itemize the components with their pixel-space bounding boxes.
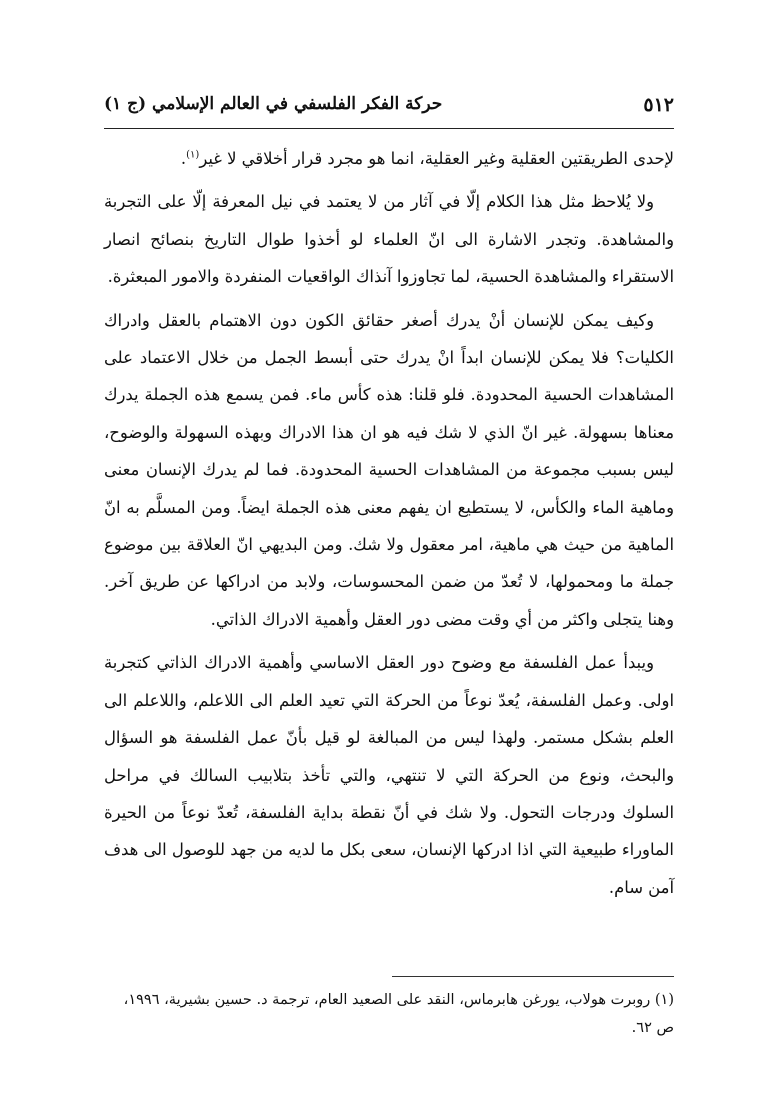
paragraph-1 <box>104 140 674 177</box>
paragraph-3: وكيف يمكن للإنسان أنْ يدرك أصغر حقائق الكون دون الاهتمام بالعقل وادراك الكليات؟ فلا يمكن للإنسان ابداً انْ يدرك حتى أبسط الجمل من خلال الاعتماد على المشاهدات الحسية المحدودة. فلو قلنا: هذه كأس ماء. فمن يسمع هذه الجملة يدرك معناها بسهولة. غير انّ الذي لا شك فيه هو ان هذا الادراك وبهذه السهولة والوضوح، ليس بسبب مجموعة من المشاهدات الحسية المحدودة. فما لم يدرك الإنسان معنى وماهية الماء والكأس، لا يستطيع ان يفهم معنى هذه الجملة ايضاً. ومن المسلَّم به انّ الماهية من حيث هي ماهية، امر معقول ولا شك. ومن البديهي انّ العلاقة بين موضوع جملة ما ومحمولها، لا تُعدّ من ضمن المحسوسات، ولابد من ادراكها عن طريق آخر. وهنا يتجلى واكثر من أي وقت مضى دور العقل وأهمية الادراك الذاتي. <box>104 310 674 629</box>
footnote-line-1: (١) روبرت هولاب، يورغن هابرماس، النقد على الصعيد العام، ترجمة د. حسين بشيرية، ١٩٩٦، <box>123 992 674 1008</box>
header-rule <box>104 128 674 129</box>
paragraph-4: ويبدأ عمل الفلسفة مع وضوح دور العقل الاساسي وأهمية الادراك الذاتي كتجربة اولى. وعمل الفلسفة، يُعدّ نوعاً من الحركة التي تعيد العلم الى اللاعلم، واللاعلم الى العلم بشكل مستمر. ولهذا ليس من المبالغة لو قيل بأنّ عمل الفلسفة هو السؤال والبحث، ونوع من الحركة التي لا تنتهي، والتي تأخذ بتلابيب السالك في مراحل السلوك ودرجات التحول. ولا شك في أنّ نقطة بداية الفلسفة، تُعدّ نوعاً من الحيرة الماوراء طبيعية التي اذا ادركها الإنسان، سعى بكل ما لديه من جهد للوصول الى هدف آمن سام. <box>104 653 674 897</box>
paragraph-1-text: لإحدى الطريقتين العقلية وغير العقلية، انما هو مجرد قرار أخلاقي لا غير <box>199 149 674 168</box>
main-text <box>104 140 674 906</box>
paragraph-2: ولا يُلاحظ مثل هذا الكلام إلّا في آثار من لا يعتمد في نيل المعرفة إلّا على التجربة والمشاهدة. وتجدر الاشارة الى انّ العلماء لو أخذوا طوال التاريخ بنصائح انصار الاستقراء والمشاهدة الحسية، لما تجاوزوا آنذاك الواقعيات المنفردة والامور المبعثرة. <box>104 192 674 287</box>
footnote-line-2: ص ٦٢. <box>631 1020 674 1036</box>
page-number: ٥١٢ <box>643 94 674 116</box>
footnote <box>104 986 674 1042</box>
paragraph-1-end: . <box>180 149 187 168</box>
page-header <box>104 92 674 126</box>
footnote-rule <box>392 976 674 977</box>
running-title: حركة الفكر الفلسفي في العالم الإسلامي (ج ١) <box>104 94 443 114</box>
footnote-reference: (١) <box>186 149 200 161</box>
